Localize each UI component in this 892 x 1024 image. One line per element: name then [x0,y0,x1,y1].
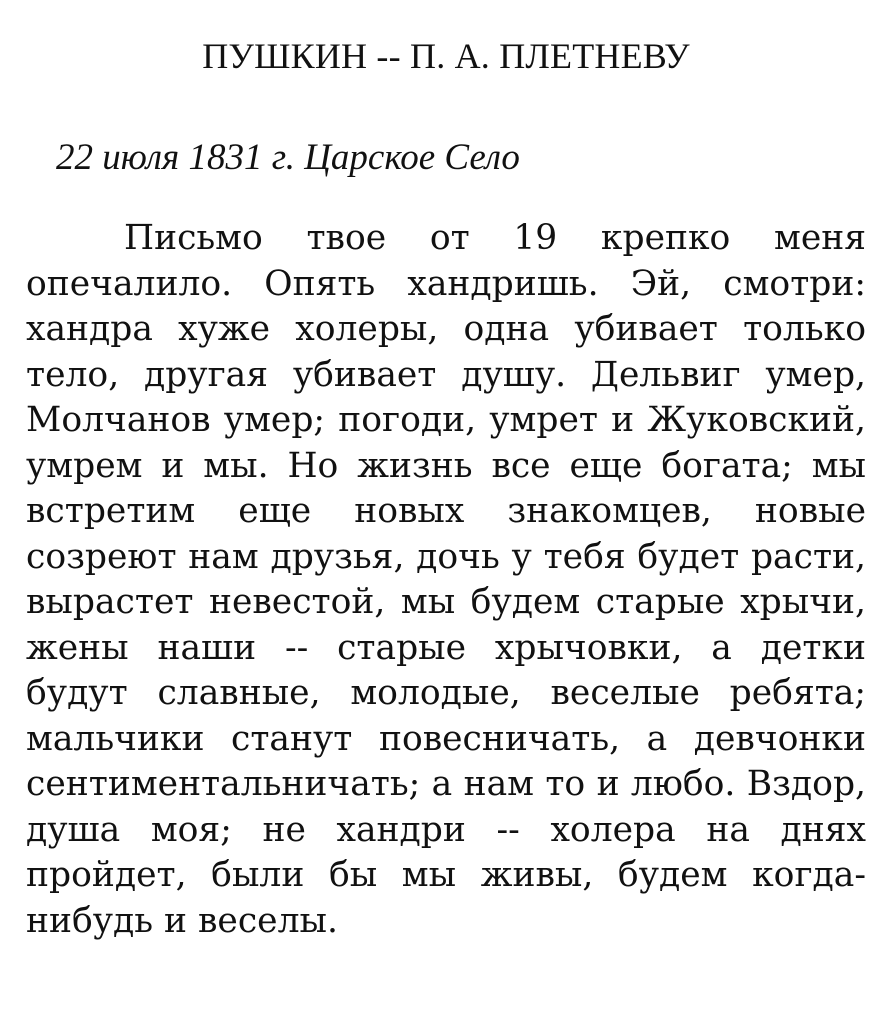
letter-body: Письмо твое от 19 крепко меня опечалило. Опять хандришь. Эй, смотри: хандра хуже холеры, одна убивает только тело, другая убивает душу. Дельвиг умер, Молчанов умер; погоди, умрет и Жуковский, умрем и мы. Но жизнь все еще богата; мы встретим еще новых знакомцев, новые созреют нам друзья, дочь у тебя будет расти, вырастет невестой, мы будем старые хрычи, жены наши -- старые хрычовки, а детки будут славные, молодые, веселые ребята; мальчики станут повесничать, а девчонки сентиментальничать; а нам то и любо. Вздор, душа моя; не хандри -- холера на днях пройдет, были бы мы живы, будем когда-нибудь и веселы. [26,218,866,941]
letter-dateline: 22 июля 1831 г. Царское Село [56,137,520,178]
letter-title: ПУШКИН -- П. А. ПЛЕТНЕВУ [202,36,690,76]
